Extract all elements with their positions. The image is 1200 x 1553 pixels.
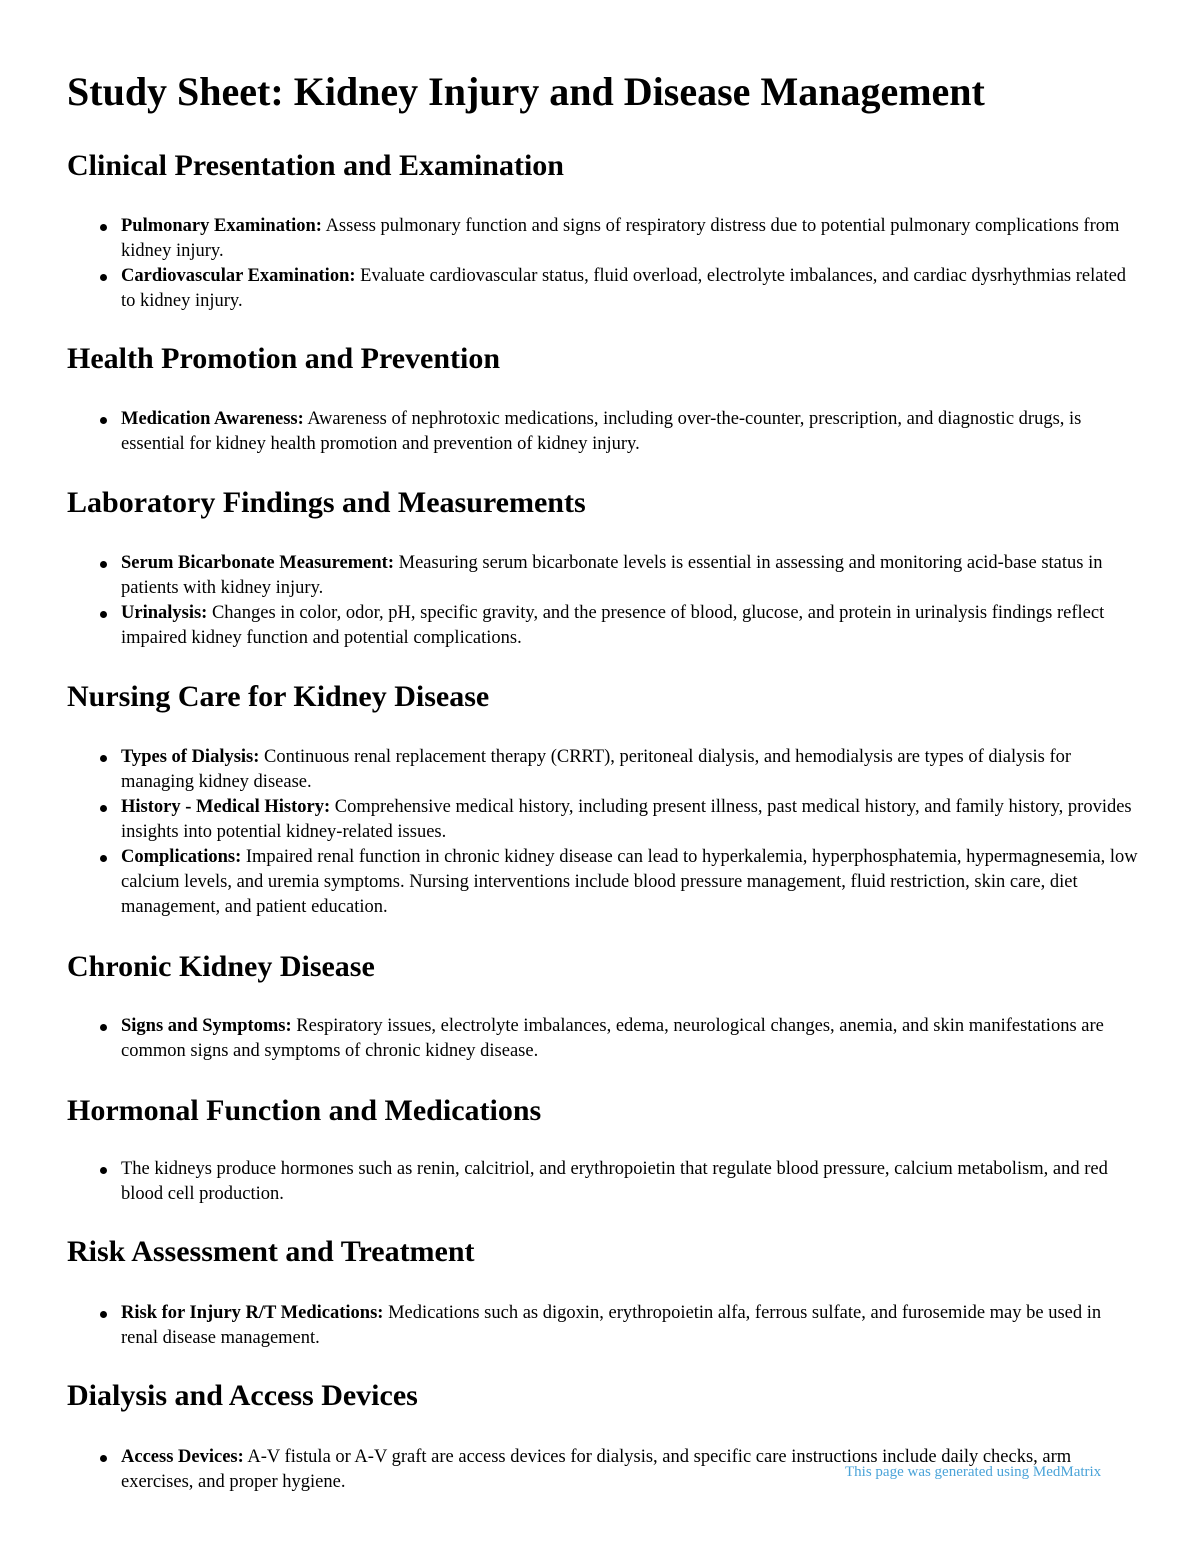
list-item	[121, 1301, 1141, 1351]
list-item	[121, 551, 1141, 601]
section-list-clinical-presentation	[121, 214, 1141, 314]
item-term: Access Devices:	[121, 1447, 244, 1467]
generated-by-note: This page was generated using MedMatrix	[845, 1464, 1102, 1480]
item-term: Signs and Symptoms:	[121, 1016, 292, 1036]
list-item	[121, 407, 1141, 457]
section-heading-chronic-kidney-disease: Chronic Kidney Disease	[67, 950, 375, 983]
page-title: Study Sheet: Kidney Injury and Disease Management	[67, 69, 985, 114]
item-term: Serum Bicarbonate Measurement:	[121, 553, 394, 573]
item-text: Medications such as digoxin, erythropoietin alfa, ferrous sulfate, and furosemide may be used in renal disease management.	[121, 1303, 1102, 1348]
list-item	[121, 745, 1141, 795]
section-heading-dialysis-access: Dialysis and Access Devices	[67, 1379, 418, 1412]
section-list-hormonal-function	[121, 1157, 1141, 1207]
section-heading-health-promotion: Health Promotion and Prevention	[67, 342, 501, 375]
item-text: A-V fistula or A-V graft are access devices for dialysis, and specific care instructions include daily checks, arm exercises, and proper hygiene.	[121, 1447, 1072, 1492]
section-heading-hormonal-function: Hormonal Function and Medications	[67, 1094, 542, 1127]
list-item	[121, 795, 1141, 845]
item-term: Cardiovascular Examination:	[121, 266, 356, 286]
item-text: Impaired renal function in chronic kidney disease can lead to hyperkalemia, hyperphosphatemia, hypermagnesemia, low calcium levels, and uremia symptoms. Nursing interventions include blood pressure management, fluid restriction, skin care, diet management, and patient education.	[121, 847, 1138, 917]
item-text: Continuous renal replacement therapy (CRRT), peritoneal dialysis, and hemodialysis are types of dialysis for managing kidney disease.	[121, 747, 1072, 792]
section-list-risk-assessment	[121, 1301, 1141, 1351]
section-heading-nursing-care: Nursing Care for Kidney Disease	[67, 680, 490, 713]
item-term: Pulmonary Examination:	[121, 216, 322, 236]
list-item	[121, 601, 1141, 651]
section-list-health-promotion	[121, 407, 1141, 457]
item-text: Assess pulmonary function and signs of respiratory distress due to potential pulmonary complications from kidney injury.	[121, 216, 1120, 261]
list-item	[121, 214, 1141, 264]
section-list-laboratory-findings	[121, 551, 1141, 651]
list-item	[121, 845, 1141, 920]
list-item	[121, 1014, 1141, 1064]
item-term: Medication Awareness:	[121, 409, 304, 429]
item-term: History - Medical History:	[121, 797, 331, 817]
item-term: Types of Dialysis:	[121, 747, 260, 767]
item-text: Comprehensive medical history, including present illness, past medical history, and family history, provides insights into potential kidney-related issues.	[121, 797, 1132, 842]
section-heading-risk-assessment: Risk Assessment and Treatment	[67, 1235, 475, 1268]
section-heading-clinical-presentation: Clinical Presentation and Examination	[67, 149, 564, 182]
item-term: Complications:	[121, 847, 242, 867]
list-item	[121, 264, 1141, 314]
item-text: Respiratory issues, electrolyte imbalances, edema, neurological changes, anemia, and skin manifestations are common signs and symptoms of chronic kidney disease.	[121, 1016, 1104, 1061]
section-list-nursing-care	[121, 745, 1141, 920]
item-text: The kidneys produce hormones such as renin, calcitriol, and erythropoietin that regulate blood pressure, calcium metabolism, and red blood cell production.	[121, 1159, 1108, 1204]
item-text: Evaluate cardiovascular status, fluid overload, electrolyte imbalances, and cardiac dysrhythmias related to kidney injury.	[121, 266, 1127, 311]
item-text: Changes in color, odor, pH, specific gravity, and the presence of blood, glucose, and protein in urinalysis findings reflect impaired kidney function and potential complications.	[121, 603, 1105, 648]
section-list-chronic-kidney-disease	[121, 1014, 1141, 1064]
item-text: Awareness of nephrotoxic medications, including over-the-counter, prescription, and diagnostic drugs, is essential for kidney health promotion and prevention of kidney injury.	[121, 409, 1082, 454]
item-text: Measuring serum bicarbonate levels is essential in assessing and monitoring acid-base status in patients with kidney injury.	[121, 553, 1103, 598]
item-term: Urinalysis:	[121, 603, 208, 623]
section-heading-laboratory-findings: Laboratory Findings and Measurements	[67, 486, 586, 519]
list-item	[121, 1157, 1141, 1207]
item-term: Risk for Injury R/T Medications:	[121, 1303, 384, 1323]
